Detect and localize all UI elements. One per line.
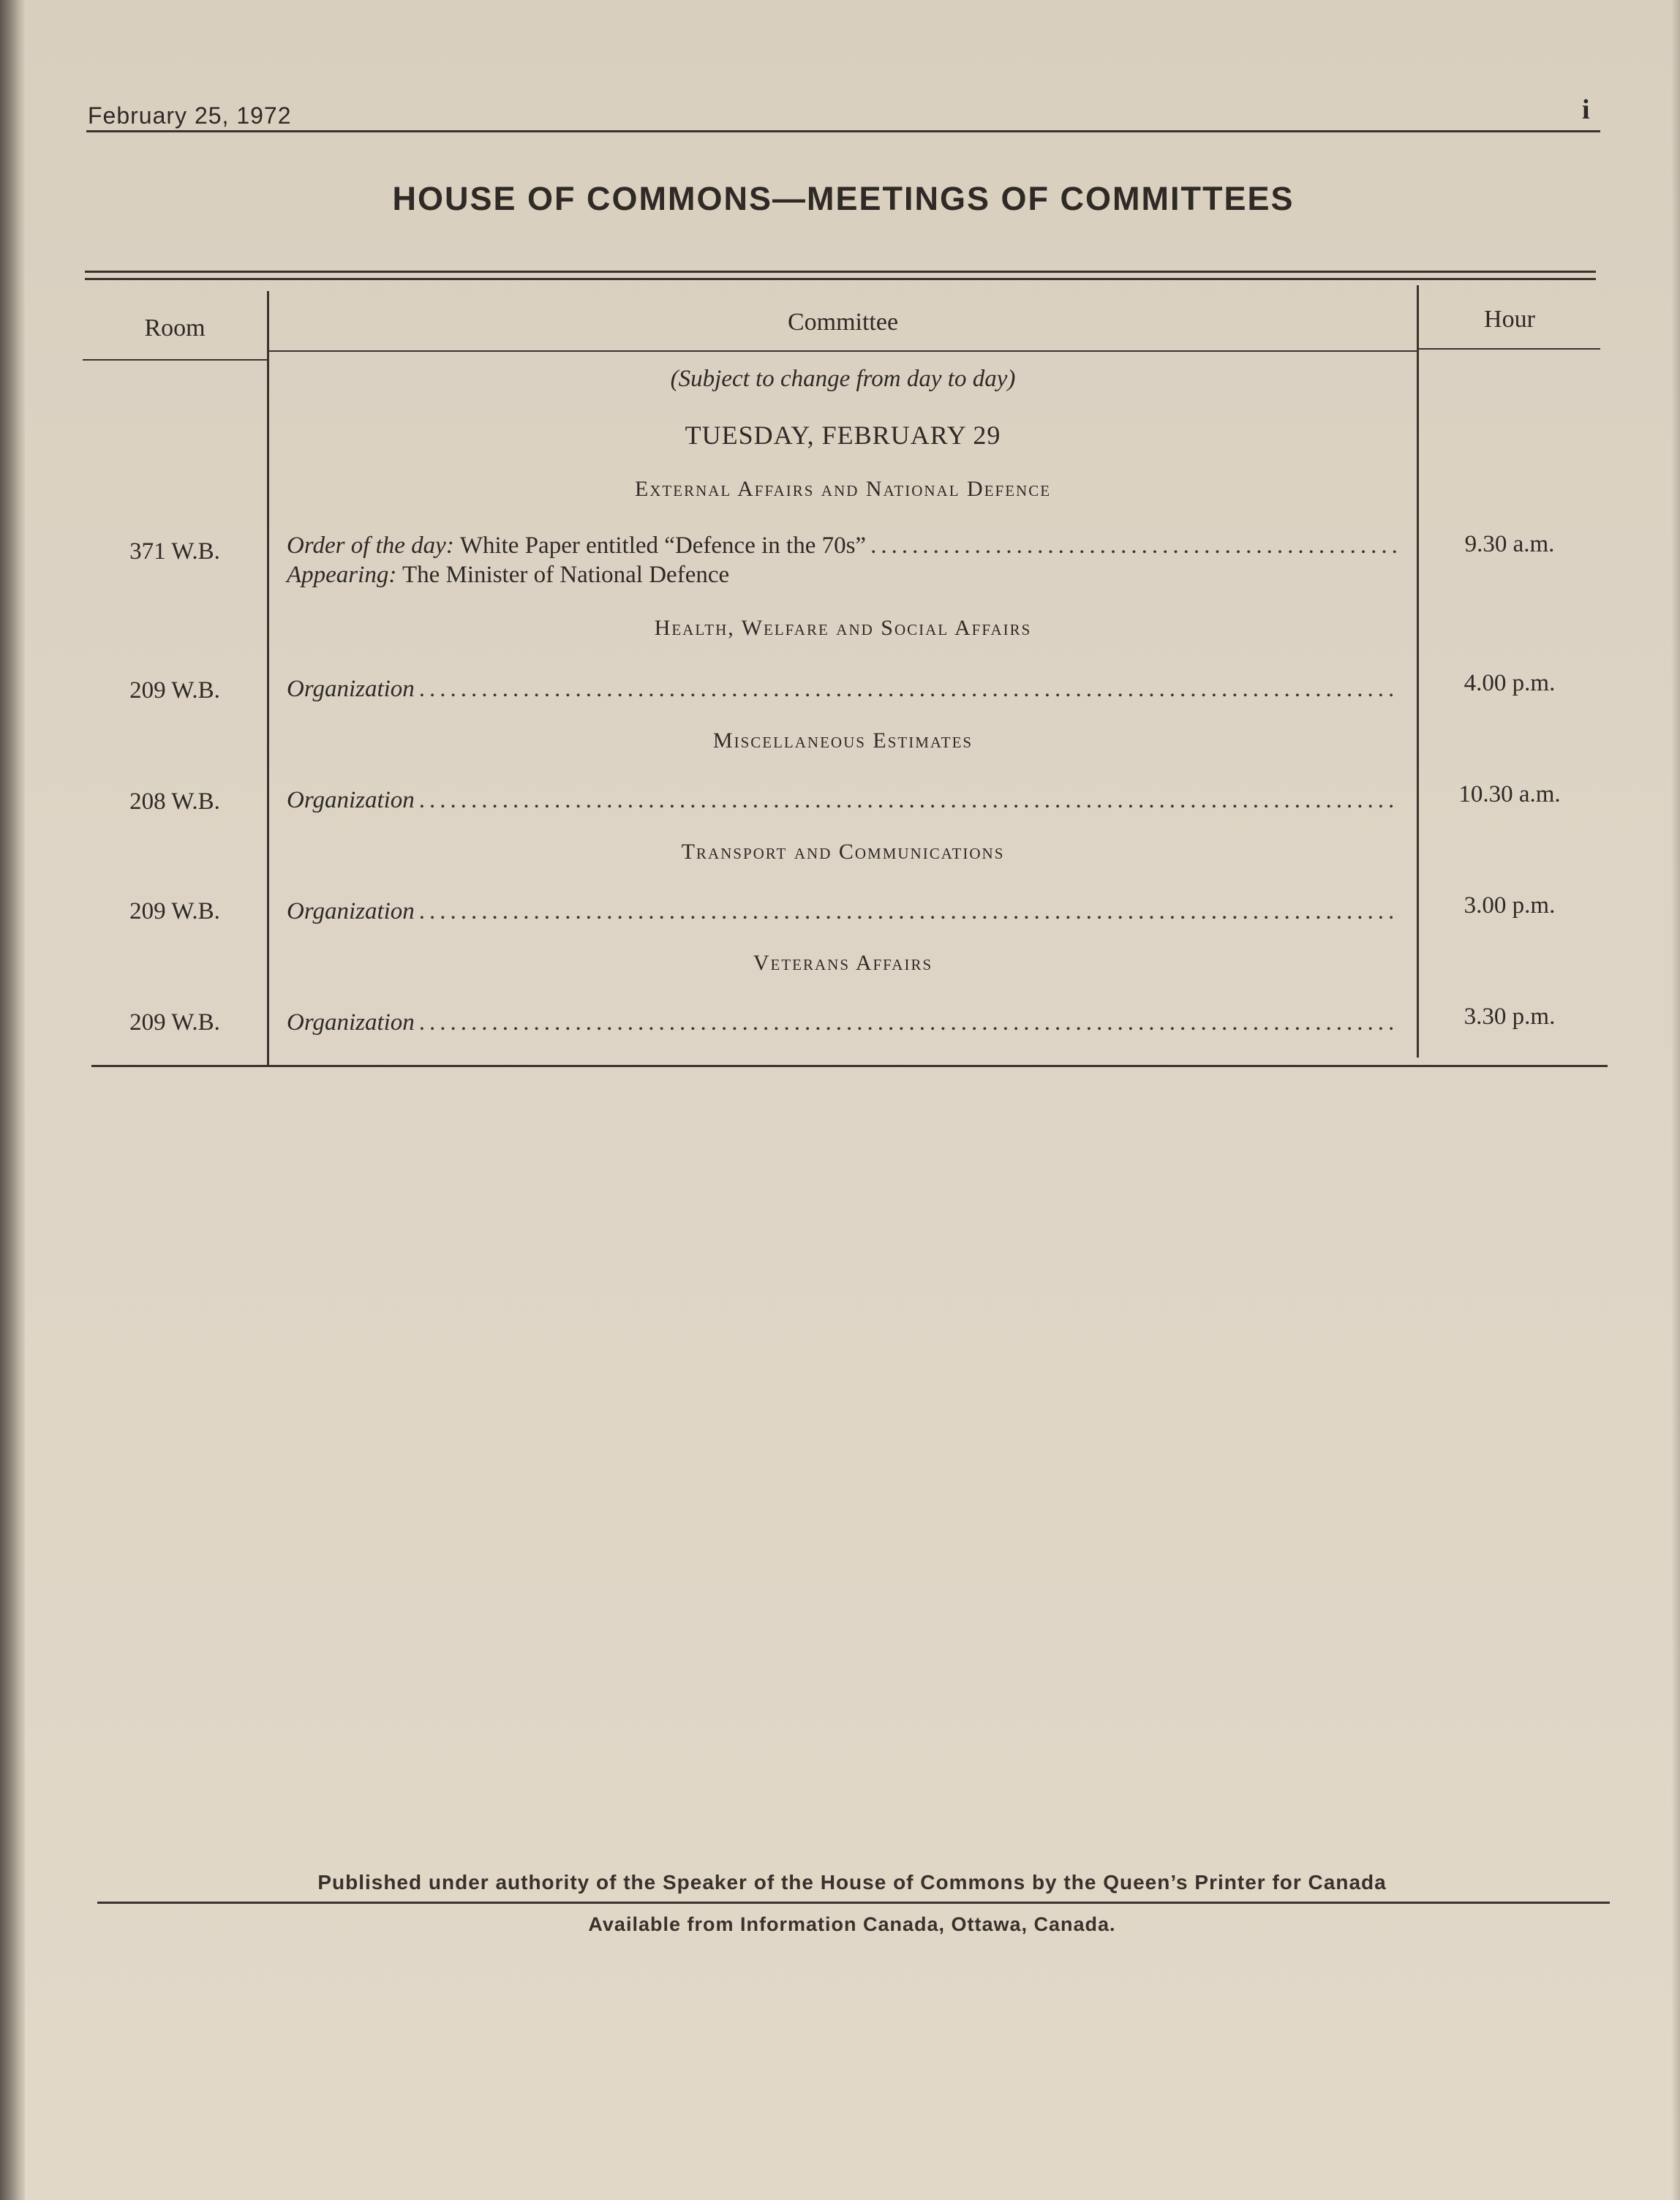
meeting-hour: 10.30 a.m. <box>1458 781 1561 807</box>
committee-heading: Veterans Affairs <box>753 951 933 975</box>
page-number: i <box>1582 94 1590 125</box>
meeting-room: 208 W.B. <box>129 788 220 815</box>
entry-label: Organization <box>287 787 415 813</box>
dot-leader <box>870 532 1400 560</box>
page-edge-shadow <box>1671 0 1680 2200</box>
page-binding-edge <box>0 0 25 2200</box>
entry-label: Order of the day: <box>287 532 454 559</box>
column-header-room: Room <box>144 314 206 342</box>
page-title: HOUSE OF COMMONS—MEETINGS OF COMMITTEES <box>392 180 1295 217</box>
meeting-room: 209 W.B. <box>129 677 220 704</box>
committee-heading: Miscellaneous Estimates <box>712 728 973 753</box>
meeting-hour: 4.00 p.m. <box>1464 670 1556 696</box>
column-header-committee: Committee <box>787 309 899 336</box>
meeting-room: 209 W.B. <box>129 898 220 924</box>
meeting-entry <box>287 676 1400 703</box>
meeting-entry <box>287 532 1400 560</box>
dot-leader <box>419 787 1400 814</box>
meeting-hour: 3.30 p.m. <box>1464 1003 1556 1030</box>
table-bottom-rule <box>91 1065 1608 1067</box>
dot-leader <box>419 676 1400 703</box>
entry-label: Organization <box>287 676 415 702</box>
meeting-room: 371 W.B. <box>129 538 220 565</box>
day-heading: TUESDAY, FEBRUARY 29 <box>685 421 1001 450</box>
committee-heading: Health, Welfare and Social Affairs <box>654 616 1032 640</box>
schedule-note: (Subject to change from day to day) <box>670 366 1016 392</box>
footer-availability-line: Available from Information Canada, Ottawa, Canada. <box>588 1913 1116 1935</box>
title-double-rule-top <box>85 271 1596 273</box>
running-head-rule <box>86 130 1600 132</box>
meeting-entry <box>287 787 1400 814</box>
committee-heading: External Affairs and National Defence <box>634 477 1052 501</box>
entry-label-appearing: Appearing: <box>287 562 397 588</box>
meeting-entry-appearing <box>287 562 729 589</box>
footer-publisher-line: Published under authority of the Speaker of the House of Commons by the Queen’s Printer for Canada <box>317 1871 1387 1894</box>
title-double-rule-bottom <box>85 278 1596 280</box>
column-header-hour: Hour <box>1484 306 1535 333</box>
header-rule-room <box>83 359 267 361</box>
meeting-hour: 3.00 p.m. <box>1464 892 1556 919</box>
header-rule-hour <box>1419 348 1600 350</box>
entry-label: Organization <box>287 1009 415 1036</box>
running-head-date: February 25, 1972 <box>88 102 292 129</box>
meeting-entry <box>287 898 1400 925</box>
entry-text: White Paper entitled “Defence in the 70s” <box>459 532 867 559</box>
meeting-entry <box>287 1009 1400 1036</box>
meeting-hour: 9.30 a.m. <box>1464 531 1555 557</box>
dot-leader <box>419 898 1400 925</box>
header-rule-committee <box>269 350 1417 352</box>
meeting-room: 209 W.B. <box>129 1009 220 1036</box>
table-column-divider-room <box>267 291 269 1065</box>
committee-heading: Transport and Communications <box>681 840 1005 864</box>
entry-text-appearing: The Minister of National Defence <box>402 562 730 588</box>
entry-label: Organization <box>287 898 415 924</box>
footer-rule <box>97 1902 1610 1904</box>
dot-leader <box>419 1009 1400 1036</box>
